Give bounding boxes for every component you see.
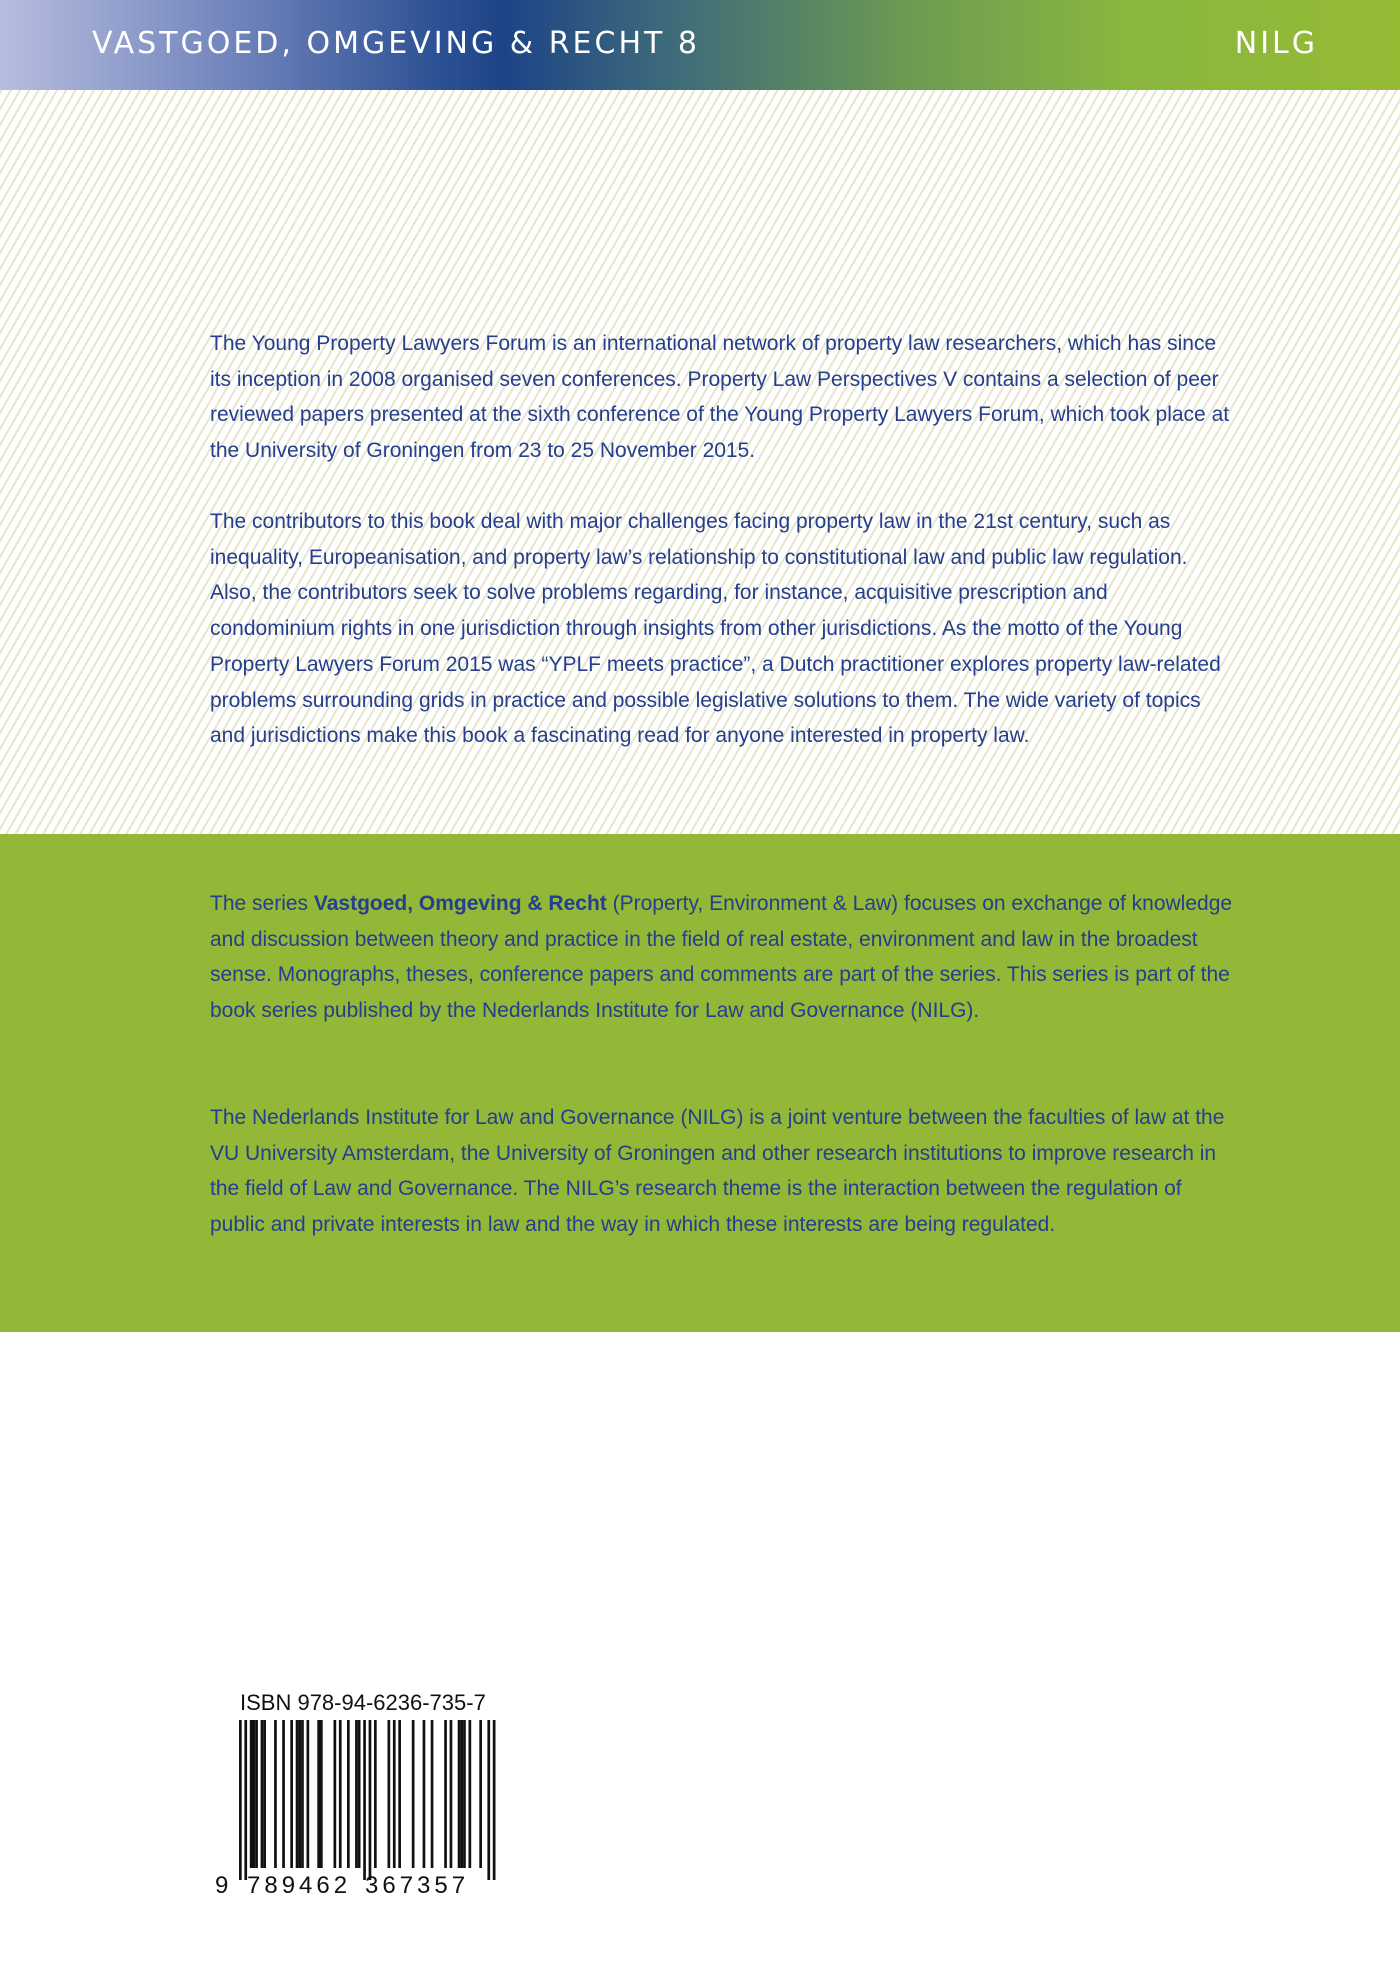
barcode-bar xyxy=(363,1720,366,1880)
series-title: VASTGOED, OMGEVING & RECHT 8 xyxy=(92,26,700,61)
barcode-bar xyxy=(290,1720,293,1868)
series-name: Vastgoed, Omgeving & Recht xyxy=(313,892,607,915)
barcode-bar xyxy=(460,1720,463,1868)
barcode-bar xyxy=(479,1720,482,1868)
series-paragraph xyxy=(210,886,1235,1029)
barcode-bar xyxy=(369,1720,372,1880)
barcode-bar xyxy=(355,1720,358,1868)
barcode-bar xyxy=(253,1720,256,1868)
barcode-bar xyxy=(458,1720,461,1868)
nilg-paragraph: The Nederlands Institute for Law and Governance (NILG) is a joint venture between the faculties of law at the VU University Amsterdam, the University of Groningen and other research institutions to improve research in the field of Law and Governance. The NILG’s research theme is the interaction between the regulation of public and private interests in law and the way in which these interests are being regulated. xyxy=(210,1106,1225,1237)
barcode-bar xyxy=(374,1720,377,1868)
barcode-bar xyxy=(398,1720,401,1868)
barcode-bar xyxy=(301,1720,304,1868)
barcode-bar xyxy=(263,1720,266,1868)
barcode xyxy=(213,1720,513,1900)
barcode-bar xyxy=(412,1720,415,1868)
description-paragraph-1: The Young Property Lawyers Forum is an international network of property law researchers, which has since its inception in 2008 organised seven conferences. Property Law Perspectives V contains a selection of peer reviewed papers presented at the sixth conference of the Young Property Lawyers Forum, which took place at the University of Groningen from 23 to 25 November 2015. xyxy=(210,332,1230,463)
barcode-bar xyxy=(347,1720,350,1868)
barcode-left-digits: 789462 xyxy=(247,1872,352,1899)
barcode-bar xyxy=(444,1720,447,1868)
barcode-bar xyxy=(450,1720,453,1868)
barcode-bar xyxy=(431,1720,434,1868)
barcode-bar xyxy=(239,1720,242,1880)
barcode-bar xyxy=(463,1720,466,1868)
description-paragraph-2: The contributors to this book deal with major challenges facing property law in the 21st century, such as inequality, Europeanisation, and property law’s relationship to constitutional law and public law regulation. Also, the contributors seek to solve problems regarding, for instance, acquisitive prescription and condominium rights in one jurisdiction through insights from other jurisdictions. As the motto of the Young Property Lawyers Forum 2015 was “YPLF meets practice”, a Dutch practitioner explores property law-related problems surrounding grids in practice and possible legislative solutions to them. The wide variety of topics and jurisdictions make this book a fascinating read for anyone interested in property law. xyxy=(210,510,1221,748)
barcode-bar xyxy=(487,1720,490,1880)
barcode-bar xyxy=(244,1720,247,1880)
barcode-bar xyxy=(469,1720,472,1868)
barcode-bar xyxy=(358,1720,361,1868)
isbn-label: ISBN 978-94-6236-735-7 xyxy=(240,1690,486,1715)
barcode-right-digits: 367357 xyxy=(365,1872,470,1899)
barcode-bar xyxy=(282,1720,285,1868)
barcode-bars xyxy=(239,1720,496,1880)
barcode-bar xyxy=(261,1720,264,1868)
barcode-bar xyxy=(307,1720,310,1868)
barcode-bar xyxy=(493,1720,496,1880)
barcode-bar xyxy=(255,1720,258,1868)
publisher-name: NILG xyxy=(1234,26,1318,61)
series-description-text: (Property, Environment & Law) focuses on exchange of knowledge and discussion between theory and practice in the field of real estate, environment and law in the broadest sense. Monographs, theses, conference papers and comments are part of the series. This series is part of the book series published by the Nederlands Institute for Law and Governance (NILG). xyxy=(210,892,1233,1023)
barcode-bar xyxy=(250,1720,253,1868)
series-header-bar xyxy=(0,0,1400,90)
barcode-bar xyxy=(296,1720,299,1868)
barcode-bar xyxy=(423,1720,426,1868)
barcode-bar xyxy=(388,1720,391,1868)
barcode-bar xyxy=(320,1720,323,1868)
barcode-bar xyxy=(334,1720,337,1868)
barcode-first-digit: 9 xyxy=(215,1872,229,1899)
barcode-bar xyxy=(317,1720,320,1868)
barcode-bar xyxy=(298,1720,301,1868)
barcode-bar xyxy=(274,1720,277,1868)
barcode-bar xyxy=(339,1720,342,1868)
isbn-barcode-block xyxy=(213,1690,513,1900)
series-intro-text: The series xyxy=(210,892,314,915)
barcode-bar xyxy=(393,1720,396,1868)
